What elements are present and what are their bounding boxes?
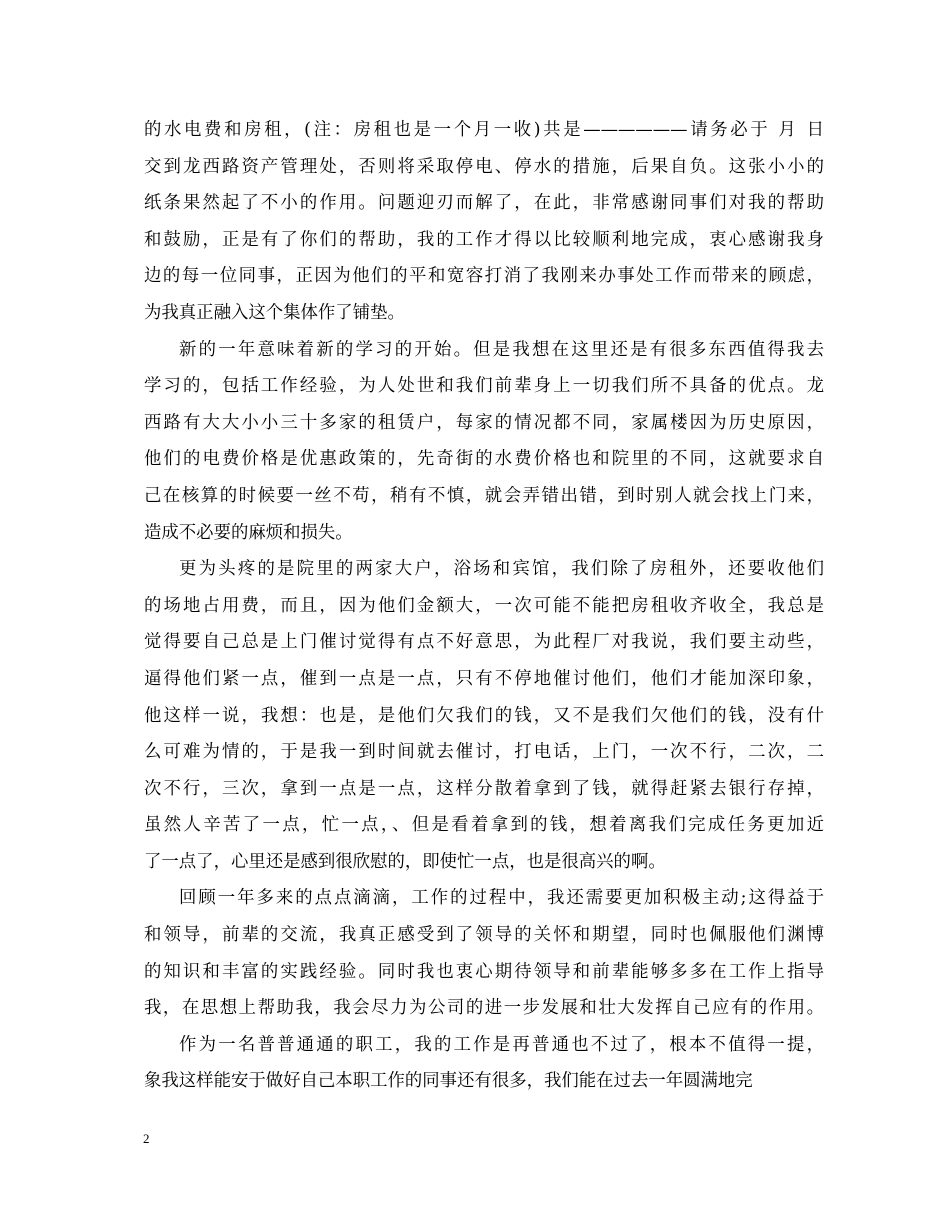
- text-line: 新的一年意味着新的学习的开始。但是我想在这里还是有很多东西值得我去: [179, 339, 824, 360]
- text-line: 学习的，包括工作经验，为人处世和我们前辈身上一切我们所不具备的优点。龙: [144, 376, 824, 397]
- text-line: 和领导，前辈的交流，我真正感受到了领导的关怀和期望，同时也佩服他们渊博: [144, 925, 824, 946]
- text-line: 和鼓励，正是有了你们的帮助，我的工作才得以比较顺利地完成，衷心感谢我身: [144, 229, 824, 250]
- text-line: 交到龙西路资产管理处，否则将采取停电、停水的措施，后果自负。这张小小的: [144, 156, 824, 177]
- text-line: 为我真正融入这个集体作了铺垫。: [144, 302, 405, 323]
- text-line: 了一点了，心里还是感到很欣慰的，即使忙一点，也是很高兴的啊。: [144, 851, 666, 872]
- text-line: 西路有大大小小三十多家的租赁户，每家的情况都不同，家属楼因为历史原因，: [144, 412, 824, 433]
- text-line: 造成不必要的麻烦和损失。: [144, 522, 353, 543]
- text-line: 他们的电费价格是优惠政策的，先奇街的水费价格也和院里的不同，这就要求自: [144, 449, 824, 470]
- page-number: 2: [143, 1131, 150, 1146]
- text-line: 逼得他们紧一点，催到一点是一点，只有不停地催讨他们，他们才能加深印象，: [144, 668, 824, 689]
- text-line: 的知识和丰富的实践经验。同时我也衷心期待领导和前辈能够多多在工作上指导: [144, 961, 824, 982]
- text-line: 觉得要自己总是上门催讨觉得有点不好意思，为此程厂对我说，我们要主动些，: [144, 632, 824, 653]
- text-line: 象我这样能安于做好自己本职工作的同事还有很多，我们能在过去一年圆满地完: [144, 1071, 753, 1092]
- text-line: 边的每一位同事，正因为他们的平和宽容打消了我刚来办事处工作而带来的顾虑，: [144, 266, 824, 287]
- text-line: 的水电费和房租，(注：房租也是一个月一收)共是——————请务必于 月 日: [144, 120, 824, 140]
- text-line: 次不行，三次，拿到一点是一点，这样分散着拿到了钱，就得赶紧去银行存掉，: [144, 778, 824, 799]
- document-body: [144, 112, 824, 1100]
- text-line: 虽然人辛苦了一点，忙一点，、但是看着拿到的钱，想着离我们完成任务更加近: [144, 815, 824, 836]
- text-line: 的场地占用费，而且，因为他们金额大，一次可能不能把房租收齐收全，我总是: [144, 595, 824, 616]
- text-line: 己在核算的时候要一丝不苟，稍有不慎，就会弄错出错，到时别人就会找上门来，: [144, 485, 824, 506]
- text-line: 我，在思想上帮助我，我会尽力为公司的进一步发展和壮大发挥自己应有的作用。: [144, 998, 824, 1019]
- text-line: 他这样一说，我想：也是，是他们欠我们的钱，又不是我们欠他们的钱，没有什: [144, 705, 824, 726]
- text-line: 回顾一年多来的点点滴滴，工作的过程中，我还需要更加积极主动;这得益于: [179, 888, 824, 909]
- text-line: 么可难为情的，于是我一到时间就去催讨，打电话，上门，一次不行，二次，二: [144, 742, 824, 763]
- text-line: 纸条果然起了不小的作用。问题迎刃而解了，在此，非常感谢同事们对我的帮助: [144, 193, 824, 214]
- text-line: 作为一名普普通通的职工，我的工作是再普通也不过了，根本不值得一提，: [179, 1034, 824, 1055]
- text-line: 更为头疼的是院里的两家大户，浴场和宾馆，我们除了房租外，还要收他们: [179, 559, 824, 580]
